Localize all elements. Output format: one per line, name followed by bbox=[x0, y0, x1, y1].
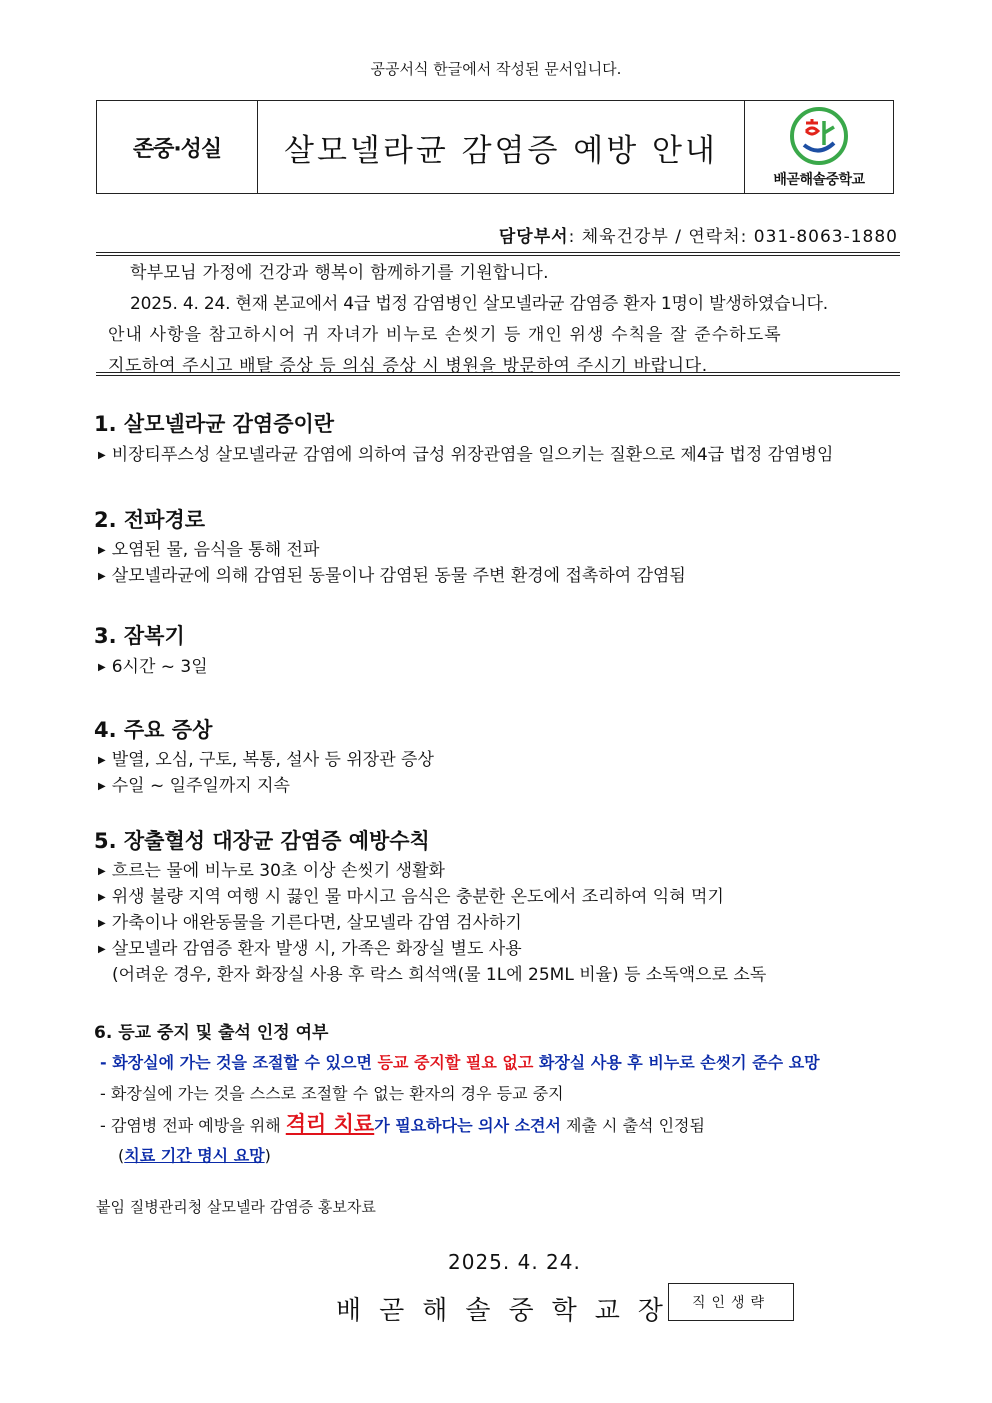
bullet-arrow-icon: ▶ bbox=[98, 450, 106, 461]
seal-box: 직인생략 bbox=[668, 1283, 794, 1321]
bullet-arrow-icon: ▶ bbox=[98, 755, 106, 766]
contact-info bbox=[499, 222, 898, 247]
s6-line: (치료 기간 명시 요망) bbox=[118, 1146, 271, 1165]
list-item: ▶ 살모넬라균에 의해 감염된 동물이나 감염된 동물 주변 환경에 접촉하여 감염됨 bbox=[98, 566, 686, 586]
school-logo bbox=[745, 101, 893, 193]
list-item: ▶ 오염된 물, 음식을 통해 전파 bbox=[98, 540, 320, 560]
bullet-arrow-icon: ▶ bbox=[98, 866, 106, 877]
section-title: 5. 장출혈성 대장균 감염증 예방수칙 bbox=[94, 829, 430, 853]
section-title: 2. 전파경로 bbox=[94, 508, 206, 532]
bullet-arrow-icon: ▶ bbox=[98, 781, 106, 792]
dept-value: : 체육건강부 / 연락처: 031-8063-1880 bbox=[568, 227, 898, 247]
list-item: ▶ 수일 ~ 일주일까지 지속 bbox=[98, 776, 290, 796]
bullet-arrow-icon: ▶ bbox=[98, 944, 106, 955]
s6-line: - 감염병 전파 예방을 위해 격리 치료가 필요하다는 의사 소견서 제출 시 출석 인정됨 bbox=[100, 1112, 705, 1136]
section-list bbox=[98, 747, 434, 799]
list-item: ▶ 6시간 ~ 3일 bbox=[98, 657, 208, 677]
s6-line: - 화장실에 가는 것을 조절할 수 있으면 등교 중지할 필요 없고 화장실 사용 후 비누로 손씻기 준수 요망 bbox=[100, 1053, 820, 1072]
document-title: 살모넬라균 감염증 예방 안내 bbox=[258, 101, 745, 193]
list-item: ▶ 발열, 오심, 구토, 복통, 설사 등 위장관 증상 bbox=[98, 750, 434, 770]
divider-bottom bbox=[96, 372, 900, 376]
bullet-arrow-icon: ▶ bbox=[98, 892, 106, 903]
intro-line: 2025. 4. 24. 현재 본교에서 4급 법정 감염병인 살모넬라균 감염증 환자 1명이 발생하였습니다. bbox=[130, 294, 828, 314]
list-item: ▶ 가축이나 애완동물을 기른다면, 살모넬라 감염 검사하기 bbox=[98, 913, 522, 933]
s6-line: - 화장실에 가는 것을 스스로 조절할 수 없는 환자의 경우 등교 중지 bbox=[100, 1084, 564, 1103]
header-box bbox=[96, 100, 894, 194]
bullet-arrow-icon: ▶ bbox=[98, 571, 106, 582]
list-item: ▶ 살모넬라 감염증 환자 발생 시, 가족은 화장실 별도 사용 bbox=[98, 939, 522, 959]
section-list bbox=[98, 442, 833, 468]
section-title: 1. 살모넬라균 감염증이란 bbox=[94, 412, 335, 436]
list-note: (어려운 경우, 환자 화장실 사용 후 락스 희석액(물 1L에 25ML 비율) 등 소독액으로 소독 bbox=[112, 965, 767, 985]
list-item: ▶ 비장티푸스성 살모넬라균 감염에 의하여 급성 위장관염을 일으키는 질환으로 제4급 법정 감염병임 bbox=[98, 445, 834, 465]
section-list bbox=[98, 858, 766, 988]
intro-paragraph bbox=[108, 258, 888, 382]
intro-line: 지도하여 주시고 배탈 증상 등 의심 증상 시 병원을 방문하여 주시기 바랍니다. bbox=[108, 356, 708, 376]
section-list bbox=[98, 654, 208, 680]
intro-line: 안내 사항을 참고하시어 귀 자녀가 비누로 손씻기 등 개인 위생 수칙을 잘 준수하도록 bbox=[108, 325, 782, 345]
dept-label: 담당부서 bbox=[498, 227, 569, 247]
school-emblem-icon bbox=[784, 105, 854, 167]
school-logo-text: 배곧해솔중학교 bbox=[773, 172, 865, 188]
section-6-body bbox=[100, 1047, 820, 1171]
attachment-note: 붙임 질병관리청 살모넬라 감염증 홍보자료 bbox=[96, 1198, 376, 1216]
section-title: 6. 등교 중지 및 출석 인정 여부 bbox=[94, 1023, 329, 1043]
list-item: ▶ 위생 불량 지역 여행 시 끓인 물 마시고 음식은 충분한 온도에서 조리하여 익혀 먹기 bbox=[98, 887, 724, 907]
section-title: 4. 주요 증상 bbox=[94, 718, 213, 742]
bullet-arrow-icon: ▶ bbox=[98, 662, 106, 673]
list-item: ▶ 흐르는 물에 비누로 30초 이상 손씻기 생활화 bbox=[98, 861, 445, 881]
top-note: 공공서식 한글에서 작성된 문서입니다. bbox=[370, 60, 622, 78]
intro-line: 학부모님 가정에 건강과 행복이 함께하기를 기원합니다. bbox=[130, 263, 549, 283]
section-list bbox=[98, 537, 686, 589]
section-title: 3. 잠복기 bbox=[94, 624, 185, 648]
document-date: 2025. 4. 24. bbox=[448, 1250, 581, 1274]
principal-name: 배곧해솔중학교장 bbox=[336, 1296, 681, 1326]
bullet-arrow-icon: ▶ bbox=[98, 918, 106, 929]
divider-top bbox=[96, 252, 900, 256]
bullet-arrow-icon: ▶ bbox=[98, 545, 106, 556]
school-motto: 존중·성실 bbox=[97, 101, 258, 193]
